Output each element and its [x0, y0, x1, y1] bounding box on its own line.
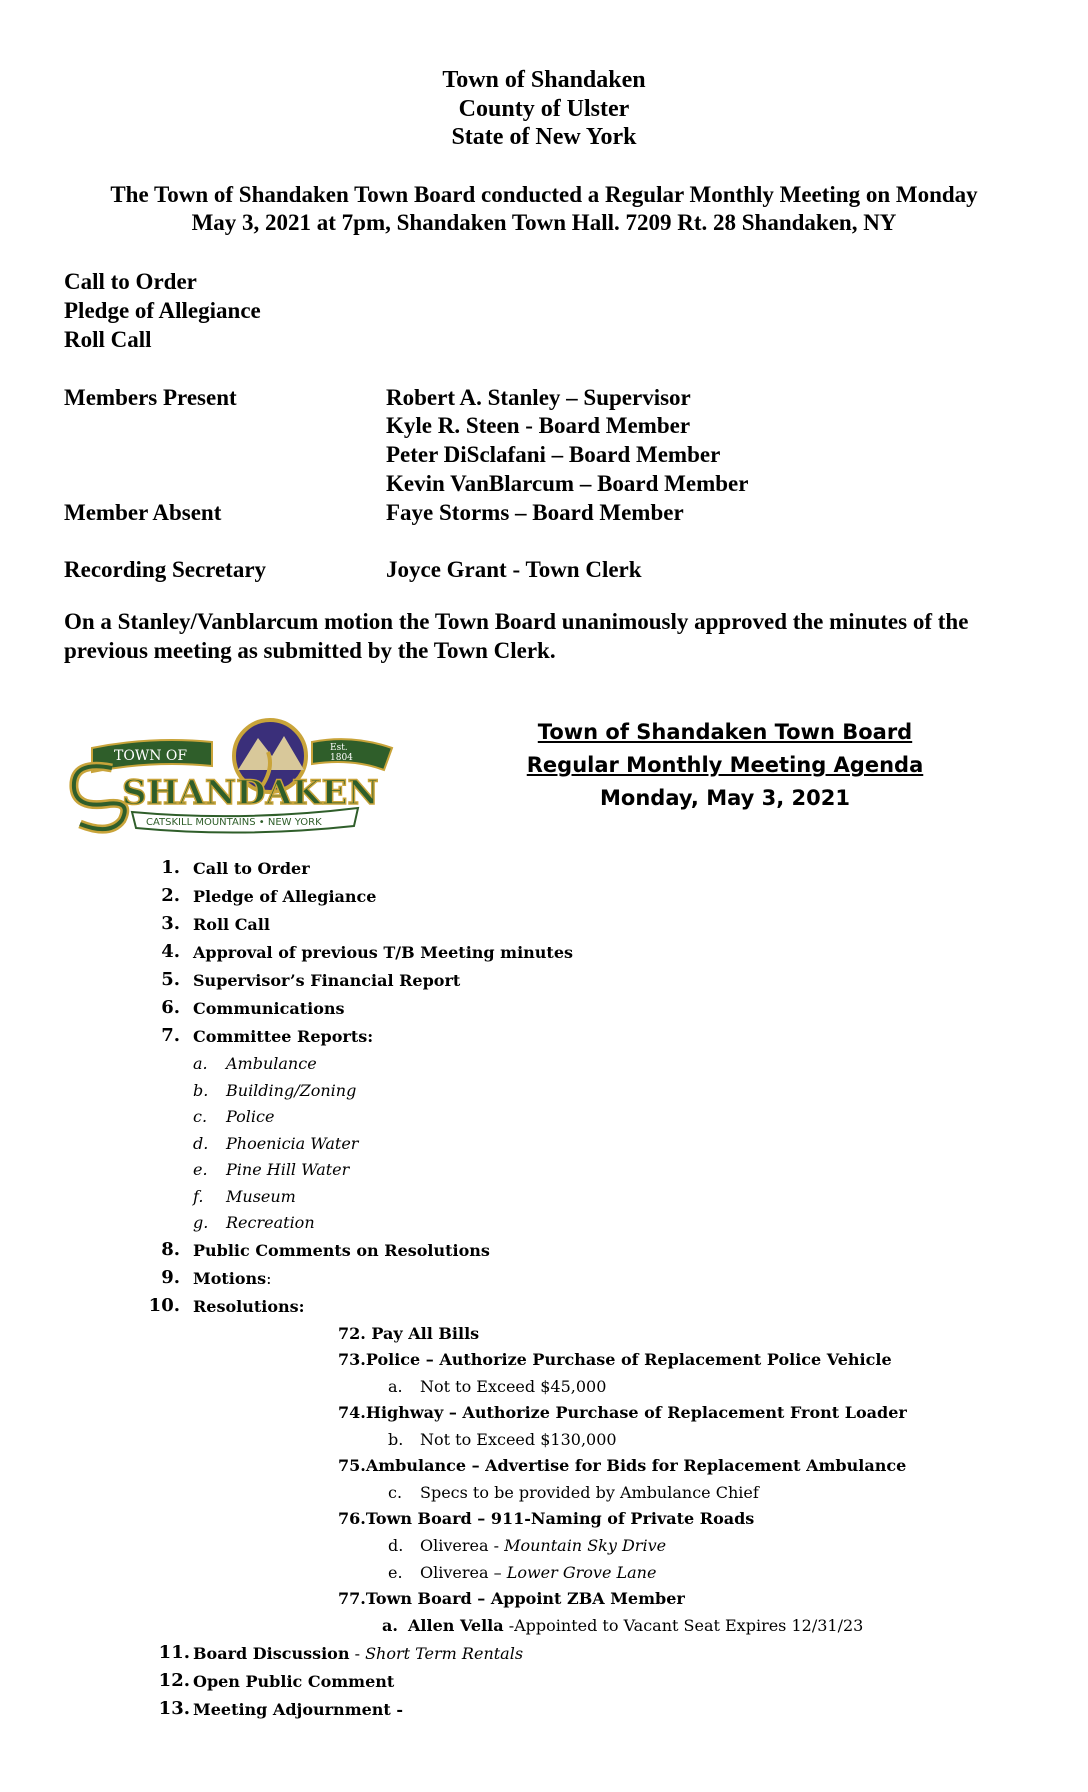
resolution-76-road-2: [420, 1563, 656, 1582]
logo-year: 1804: [330, 753, 353, 763]
header-state: State of New York: [451, 124, 637, 150]
agenda-number: 13.: [158, 1698, 190, 1719]
call-to-order: Call to Order: [64, 269, 197, 294]
agenda-number: 10.: [148, 1295, 180, 1316]
header-town: Town of Shandaken: [442, 67, 646, 93]
resolution-77: 77.Town Board – Appoint ZBA Member: [338, 1589, 685, 1608]
committee-report: Recreation: [226, 1213, 315, 1232]
road-location: Oliverea –: [420, 1563, 507, 1582]
recording-secretary-label: Recording Secretary: [64, 557, 267, 582]
appointee-name: Allen Vella: [408, 1616, 504, 1635]
agenda-item: Committee Reports:: [193, 1027, 374, 1046]
resolution-73-detail: Not to Exceed $45,000: [420, 1377, 607, 1396]
resolution-75-detail: Specs to be provided by Ambulance Chief: [420, 1483, 759, 1502]
board-discussion-label: Board Discussion: [193, 1644, 350, 1663]
committee-report: Building/Zoning: [226, 1081, 357, 1100]
agenda-item: [193, 1644, 523, 1663]
agenda-item: Meeting Adjournment -: [193, 1700, 404, 1719]
logo-est: Est.: [330, 743, 348, 753]
members-present-label: Members Present: [64, 385, 237, 410]
member-present: Peter DiSclafani – Board Member: [386, 442, 721, 467]
committee-report: Phoenicia Water: [226, 1134, 359, 1153]
logo-name: SHANDAKEN: [122, 773, 379, 813]
committee-letter: e.: [193, 1160, 208, 1179]
agenda-number: 1.: [161, 857, 180, 878]
agenda-item: Supervisor’s Financial Report: [193, 971, 461, 990]
agenda-title-line-1: Town of Shandaken Town Board: [537, 720, 913, 744]
member-absent-label: Member Absent: [64, 500, 222, 525]
agenda-item: [193, 1269, 272, 1288]
motions-label: Motions: [193, 1269, 267, 1288]
committee-letter: c.: [193, 1107, 208, 1126]
minutes-motion: On a Stanley/Vanblarcum motion the Town Board unanimously approved the minutes of the previous meeting as submitted by the Town Clerk.: [64, 609, 969, 663]
resolution-sub-letter: d.: [388, 1536, 404, 1555]
agenda-item: Public Comments on Resolutions: [193, 1241, 490, 1260]
resolution-77-detail: [408, 1616, 863, 1635]
agenda-item: Roll Call: [193, 915, 270, 934]
committee-report: Ambulance: [226, 1054, 317, 1073]
committee-letter: d.: [193, 1134, 209, 1153]
agenda-item: Approval of previous T/B Meeting minutes: [193, 943, 574, 962]
road-location: Oliverea -: [420, 1536, 505, 1555]
intro-line-1: The Town of Shandaken Town Board conducted a Regular Monthly Meeting on Monday: [110, 182, 978, 207]
resolution-76-road-1: [420, 1536, 666, 1555]
agenda-number: 12.: [158, 1670, 190, 1691]
road-name: Mountain Sky Drive: [504, 1536, 667, 1555]
agenda-number: 5.: [161, 969, 180, 990]
agenda-title-line-2: Regular Monthly Meeting Agenda: [526, 753, 924, 777]
intro-line-2: May 3, 2021 at 7pm, Shandaken Town Hall. 7209 Rt. 28 Shandaken, NY: [191, 210, 897, 235]
board-discussion-topic: Short Term Rentals: [365, 1644, 524, 1663]
agenda-number: 7.: [161, 1025, 180, 1046]
resolution-sub-letter: e.: [388, 1563, 403, 1582]
agenda-item: Resolutions:: [193, 1297, 305, 1316]
agenda-number: 6.: [161, 997, 180, 1018]
resolution-sub-letter: a.: [382, 1616, 398, 1635]
road-name: Lower Grove Lane: [506, 1563, 657, 1582]
committee-letter: b.: [193, 1081, 209, 1100]
resolution-75: 75.Ambulance – Advertise for Bids for Replacement Ambulance: [338, 1456, 907, 1475]
board-discussion-sep: -: [349, 1644, 366, 1663]
committee-letter: a.: [193, 1054, 208, 1073]
recording-secretary: Joyce Grant - Town Clerk: [386, 557, 642, 582]
member-absent: Faye Storms – Board Member: [386, 500, 684, 525]
member-present: Kevin VanBlarcum – Board Member: [386, 471, 749, 496]
logo-tagline: CATSKILL MOUNTAINS • NEW YORK: [146, 817, 322, 828]
resolution-74-detail: Not to Exceed $130,000: [420, 1430, 617, 1449]
committee-report: Pine Hill Water: [226, 1160, 350, 1179]
agenda-date: Monday, May 3, 2021: [600, 786, 850, 810]
agenda-number: 11.: [158, 1642, 190, 1663]
agenda-item: Pledge of Allegiance: [193, 887, 377, 906]
resolution-72: 72. Pay All Bills: [338, 1324, 480, 1343]
committee-letter: f.: [193, 1187, 204, 1206]
agenda-number: 4.: [161, 941, 180, 962]
agenda-number: 3.: [161, 913, 180, 934]
agenda-number: 2.: [161, 885, 180, 906]
logo-town-of: TOWN OF: [114, 748, 188, 764]
agenda-number: 8.: [161, 1239, 180, 1260]
agenda-item: Communications: [193, 999, 345, 1018]
shandaken-logo: [62, 708, 412, 838]
motions-colon: :: [266, 1269, 272, 1288]
appointment-detail: -Appointed to Vacant Seat Expires 12/31/23: [503, 1616, 864, 1635]
resolution-74: 74.Highway – Authorize Purchase of Replacement Front Loader: [338, 1403, 907, 1422]
resolution-76: 76.Town Board – 911-Naming of Private Roads: [338, 1509, 755, 1528]
member-present: Kyle R. Steen - Board Member: [386, 413, 691, 438]
pledge-of-allegiance: Pledge of Allegiance: [64, 298, 261, 323]
resolution-sub-letter: a.: [388, 1377, 403, 1396]
agenda-item: Open Public Comment: [193, 1672, 395, 1691]
resolution-73: 73.Police – Authorize Purchase of Replacement Police Vehicle: [338, 1350, 892, 1369]
agenda-number: 9.: [161, 1267, 180, 1288]
resolution-sub-letter: b.: [388, 1430, 404, 1449]
committee-letter: g.: [193, 1213, 209, 1232]
roll-call: Roll Call: [64, 327, 152, 352]
member-present: Robert A. Stanley – Supervisor: [386, 385, 691, 410]
committee-report: Museum: [226, 1187, 296, 1206]
resolution-sub-letter: c.: [388, 1483, 403, 1502]
agenda-item: Call to Order: [193, 859, 310, 878]
header-county: County of Ulster: [458, 96, 630, 122]
committee-report: Police: [226, 1107, 275, 1126]
